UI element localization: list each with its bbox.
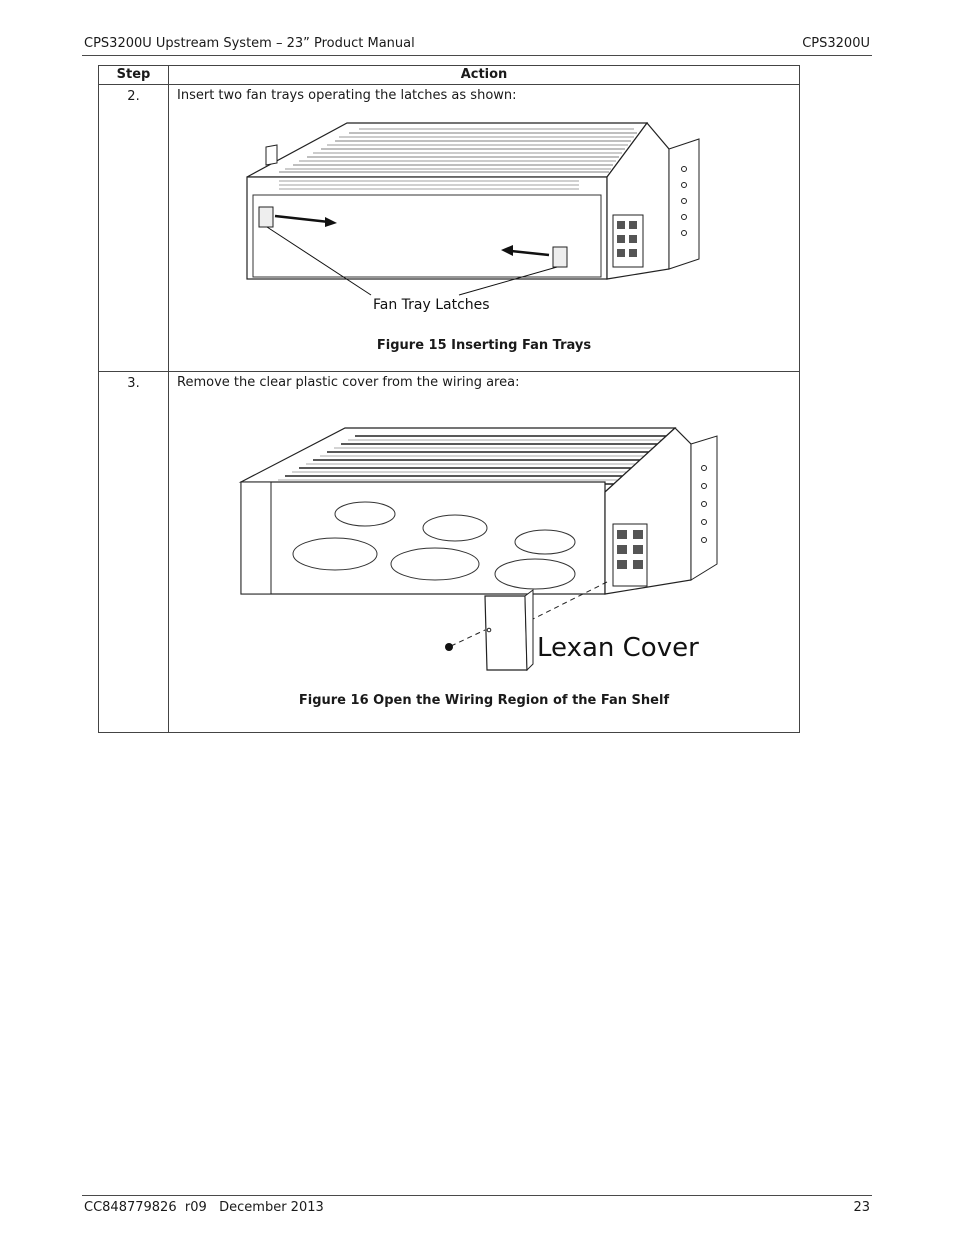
fan-tray-figure bbox=[239, 119, 719, 319]
header-rule bbox=[82, 55, 872, 56]
figure-callout-label: Lexan Cover bbox=[537, 633, 699, 663]
step-number: 3. bbox=[99, 372, 169, 733]
action-text: Remove the clear plastic cover from the wiring area: bbox=[177, 375, 520, 390]
procedure-table bbox=[98, 65, 800, 733]
figure-caption: Figure 15 Inserting Fan Trays bbox=[376, 338, 592, 353]
document-id: CC848779826 r09 December 2013 bbox=[84, 1200, 324, 1215]
table-row bbox=[99, 372, 800, 733]
footer-rule bbox=[82, 1195, 872, 1196]
figure-callout-label: Fan Tray Latches bbox=[373, 297, 490, 313]
action-column-header: Action bbox=[169, 66, 800, 85]
lexan-cover-figure bbox=[235, 424, 725, 684]
step-number: 2. bbox=[99, 85, 169, 372]
manual-title: CPS3200U Upstream System – 23” Product Manual bbox=[84, 36, 415, 51]
figure-caption: Figure 16 Open the Wiring Region of the Fan Shelf bbox=[298, 693, 670, 708]
product-code: CPS3200U bbox=[802, 36, 870, 51]
action-cell bbox=[169, 85, 800, 372]
step-column-header: Step bbox=[99, 66, 169, 85]
action-cell bbox=[169, 372, 800, 733]
table-row bbox=[99, 85, 800, 372]
page-header bbox=[84, 34, 870, 54]
action-text: Insert two fan trays operating the latches as shown: bbox=[177, 88, 517, 103]
table-header-row bbox=[99, 66, 800, 85]
page-number: 23 bbox=[853, 1200, 870, 1215]
page-footer bbox=[84, 1198, 870, 1218]
